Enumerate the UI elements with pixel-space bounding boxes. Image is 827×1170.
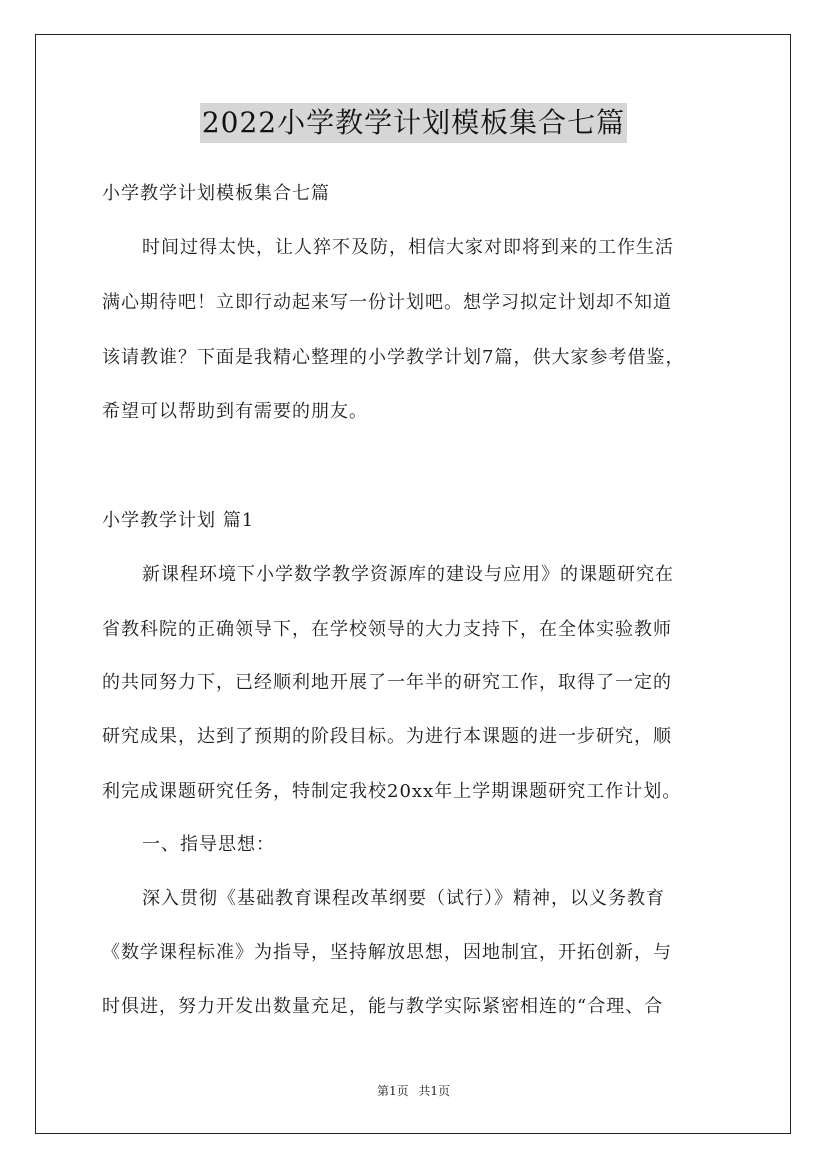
page-number: 第1页 (376, 1084, 409, 1098)
guiding-line: 《数学课程标准》为指导，坚持解放思想，因地制宜，开拓创新，与 (102, 942, 672, 963)
title-container (0, 103, 827, 143)
page-footer (0, 1083, 827, 1099)
section-heading: 小学教学计划 篇1 (102, 510, 255, 531)
guiding-heading: 一、指导思想： (142, 834, 275, 855)
page-total: 共1页 (418, 1084, 451, 1098)
document-title: 2022小学教学计划模板集合七篇 (200, 103, 627, 143)
section-line: 利完成课题研究任务，特制定我校20xx年上学期课题研究工作计划。 (102, 781, 682, 802)
section-line: 的共同努力下，已经顺利地开展了一年半的研究工作，取得了一定的 (102, 672, 672, 693)
guiding-line: 深入贯彻《基础教育课程改革纲要（试行）》精神，以义务教育 (142, 888, 665, 909)
guiding-line: 时俱进，努力开发出数量充足，能与教学实际紧密相连的“合理、合 (102, 996, 664, 1017)
section-line: 省教科院的正确领导下，在学校领导的大力支持下，在全体实验教师 (102, 619, 672, 640)
section-line: 研究成果，达到了预期的阶段目标。为进行本课题的进一步研究，顺 (102, 726, 672, 747)
section-line: 新课程环境下小学数学教学资源库的建设与应用》的课题研究在 (142, 564, 674, 585)
document-subtitle: 小学教学计划模板集合七篇 (102, 183, 330, 204)
intro-line: 希望可以帮助到有需要的朋友。 (102, 401, 368, 422)
intro-line: 满心期待吧！立即行动起来写一份计划吧。想学习拟定计划却不知道 (102, 292, 672, 313)
intro-line: 时间过得太快，让人猝不及防，相信大家对即将到来的工作生活 (142, 237, 674, 258)
intro-line: 该请教谁？下面是我精心整理的小学教学计划7篇，供大家参考借鉴， (102, 347, 685, 368)
